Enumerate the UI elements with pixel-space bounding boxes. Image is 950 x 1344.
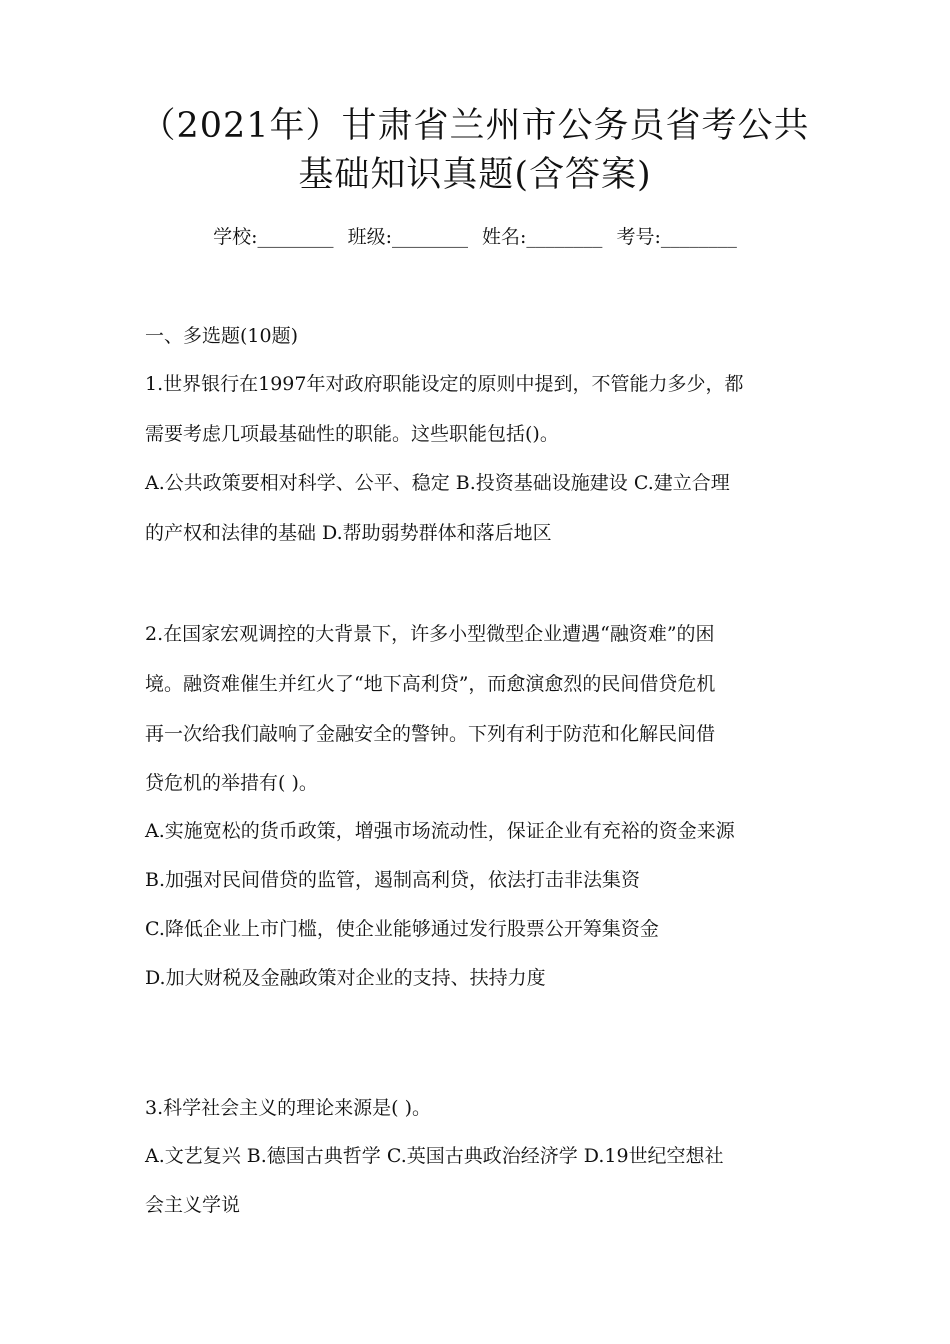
question-3-options-line-2: 会主义学说 (145, 1194, 241, 1216)
exam-number-field: 考号:________ (616, 226, 737, 248)
question-2-option-b: B.加强对民间借贷的监管，遏制高利贷，依法打击非法集资 (145, 869, 641, 891)
question-2-stem-line-2: 境。融资难催生并红火了“地下高利贷”，而愈演愈烈的民间借贷危机 (145, 673, 716, 695)
question-1-options-line-1: A.公共政策要相对科学、公平、稳定 B.投资基础设施建设 C.建立合理 (145, 472, 730, 494)
question-2-option-a: A.实施宽松的货币政策，增强市场流动性，保证企业有充裕的资金来源 (145, 820, 735, 842)
name-field: 姓名:________ (482, 226, 603, 248)
question-3-options-line-1: A.文艺复兴 B.德国古典哲学 C.英国古典政治经济学 D.19世纪空想社 (145, 1145, 724, 1167)
student-info-row (0, 222, 950, 252)
question-2-option-d: D.加大财税及金融政策对企业的支持、扶持力度 (145, 967, 546, 989)
section-heading: 一、多选题(10题) (145, 325, 299, 347)
question-1-stem-line-1: 1.世界银行在1997年对政府职能设定的原则中提到，不管能力多少，都 (145, 373, 744, 395)
school-field: 学校:________ (213, 226, 334, 248)
question-3-stem-line-1: 3.科学社会主义的理论来源是( )。 (145, 1097, 431, 1119)
class-field: 班级:________ (347, 226, 468, 248)
question-2-stem-line-3: 再一次给我们敲响了金融安全的警钟。下列有利于防范和化解民间借 (145, 723, 716, 745)
question-1-stem-line-2: 需要考虑几项最基础性的职能。这些职能包括()。 (145, 423, 559, 445)
question-2-stem-line-1: 2.在国家宏观调控的大背景下，许多小型微型企业遭遇“融资难”的困 (145, 623, 715, 645)
document-title-line-2: 基础知识真题(含答案) (298, 155, 652, 195)
document-title-line-1: （2021年）甘肃省兰州市公务员省考公共 (140, 106, 810, 146)
question-1-options-line-2: 的产权和法律的基础 D.帮助弱势群体和落后地区 (145, 522, 552, 544)
question-2-option-c: C.降低企业上市门槛，使企业能够通过发行股票公开筹集资金 (145, 918, 659, 940)
question-2-stem-line-4: 贷危机的举措有( )。 (145, 772, 318, 794)
